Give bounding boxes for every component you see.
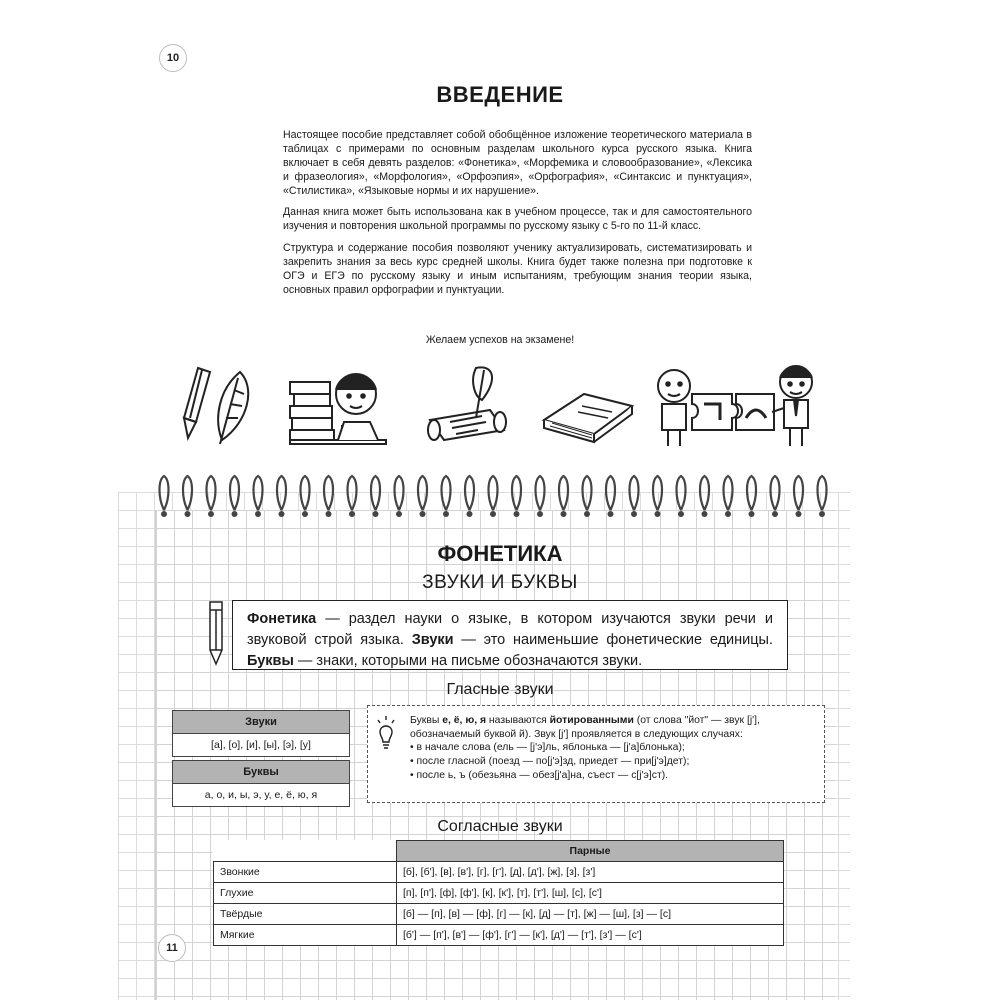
spiral-hole (631, 511, 637, 517)
vowel-sounds-header: Звуки (173, 711, 349, 734)
vowel-letters-box (172, 760, 350, 807)
definition-term-phonetics: Фонетика (247, 611, 317, 627)
spiral-hole (655, 511, 661, 517)
spiral-hole (349, 511, 355, 517)
spiral-ring (395, 476, 404, 510)
book-icon (538, 360, 638, 450)
row-label: Глухие (214, 882, 397, 903)
spiral-ring (606, 476, 615, 510)
row-label: Мягкие (214, 924, 397, 945)
spiral-binding (150, 468, 850, 528)
iotated-case: • в начале слова (ель — [j'э]ль, яблонька — [j'а]блонька); (410, 741, 816, 755)
spiral-hole (702, 511, 708, 517)
spiral-hole (279, 511, 285, 517)
spiral-hole (161, 511, 167, 517)
spiral-hole (561, 511, 567, 517)
spiral-ring (653, 476, 662, 510)
phonetics-subtitle: ЗВУКИ И БУКВЫ (422, 572, 578, 593)
book-stack-reader-icon (286, 360, 390, 450)
spiral-hole (302, 511, 308, 517)
spiral-ring (418, 476, 427, 510)
definition-text-1: — раздел науки о языке, в котором изучаются звуки речи и звуковой строй языка. (247, 611, 773, 649)
spiral-hole (514, 511, 520, 517)
spiral-hole (749, 511, 755, 517)
vowel-letters-header: Буквы (173, 761, 349, 784)
spiral-ring (160, 476, 169, 510)
spiral-ring (254, 476, 263, 510)
definition-text-3: — знаки, которыми на письме обозначаются звуки. (293, 653, 643, 670)
spiral-ring (559, 476, 568, 510)
definition-term-sounds: Звуки (411, 632, 454, 649)
wish-text: Желаем успехов на экзамене! (425, 334, 575, 346)
iotated-case: • после ь, ъ (обезьяна — обез[j'а]на, съест — с[j'э]ст). (410, 769, 816, 783)
iotated-letters: е, ё, ю, я (442, 715, 487, 726)
spiral-hole (796, 511, 802, 517)
spiral-ring (700, 476, 709, 510)
spiral-ring (489, 476, 498, 510)
scroll-quill-icon (420, 360, 516, 450)
spiral-ring (512, 476, 521, 510)
iotated-intro-a: Буквы (410, 715, 443, 726)
spiral-ring (818, 476, 827, 510)
spiral-ring (771, 476, 780, 510)
row-label: Твёрдые (214, 903, 397, 924)
spiral-ring (301, 476, 310, 510)
phonetics-title: ФОНЕТИКА (437, 541, 563, 566)
spiral-hole (537, 511, 543, 517)
spiral-ring (371, 476, 380, 510)
intro-paragraph-2: Данная книга может быть использована как в учебном процессе, так и для самостоятельного изучения и повторения школьной программы по русскому языку с 5-го по 11-й класс. (283, 206, 752, 233)
table-row (214, 882, 784, 903)
vowel-sounds-list: [а], [о], [и], [ы], [э], [у] (211, 739, 311, 751)
spiral-ring (442, 476, 451, 510)
page-number-bottom: 11 (158, 934, 186, 962)
table-header-spacer (214, 841, 397, 862)
spiral-ring (677, 476, 686, 510)
spiral-ring (747, 476, 756, 510)
row-value: [п], [п'], [ф], [ф'], [к], [к'], [т], [т'], [ш], [с], [с'] (397, 882, 784, 903)
definition-box (232, 600, 788, 670)
iotated-intro-b: называются (486, 715, 550, 726)
spiral-hole (420, 511, 426, 517)
iotated-intro (410, 714, 816, 741)
spiral-ring (583, 476, 592, 510)
spiral-ring (183, 476, 192, 510)
spiral-ring (630, 476, 639, 510)
spiral-ring (465, 476, 474, 510)
iotated-intro-c: (от слова "йот" — звук [j'], обозначаемый буквой й). Звук [j'] проявляется в следующих случаях: (410, 715, 760, 740)
spiral-hole (232, 511, 238, 517)
spiral-hole (725, 511, 731, 517)
intro-paragraph-1: Настоящее пособие представляет собой обобщённое изложение теоретического материала в таблицах с примерами по основным разделам школьного курса русского языка. Книга включает в себя девять разделов: «Фонетика», «Морфемика и словообразование», «Лексика и фразеология», «Морфология», «Орфоэпия», «Орфография», «Синтаксис и пунктуация», «Стилистика», «Языковые нормы и их нарушение». (283, 129, 752, 198)
row-label: Звонкие (214, 861, 397, 882)
spiral-hole (373, 511, 379, 517)
iotated-note (367, 705, 825, 803)
table-header-row (214, 841, 784, 862)
spiral-ring (207, 476, 216, 510)
spiral-hole (396, 511, 402, 517)
page-number-top: 10 (159, 44, 187, 72)
lightbulb-icon (376, 716, 396, 752)
vowel-letters-list: а, о, и, ы, э, у, е, ё, ю, я (204, 789, 318, 801)
definition-term-letters: Буквы (247, 653, 294, 670)
spiral-hole (819, 511, 825, 517)
spiral-hole (467, 511, 473, 517)
spiral-ring (724, 476, 733, 510)
spiral-ring (794, 476, 803, 510)
table-row (214, 924, 784, 945)
table-row (214, 903, 784, 924)
spiral-hole (255, 511, 261, 517)
spiral-ring (536, 476, 545, 510)
row-value: [б'] — [п'], [в'] — [ф'], [г'] — [к'], [д'] — [т'], [з'] — [с'] (397, 924, 784, 945)
spiral-hole (678, 511, 684, 517)
spiral-ring (348, 476, 357, 510)
definition-text-2: — это наименьшие фонетические единицы. (453, 632, 773, 649)
spiral-hole (608, 511, 614, 517)
spiral-hole (326, 511, 332, 517)
spiral-hole (185, 511, 191, 517)
spiral-ring (324, 476, 333, 510)
table-row (214, 861, 784, 882)
pen-quill-icon (178, 360, 258, 450)
spiral-hole (490, 511, 496, 517)
intro-paragraph-3: Структура и содержание пособия позволяют ученику актуализировать, систематизировать и закрепить знания за весь курс средней школы. Книга будет также полезна при подготовке к ОГЭ и ЕГЭ по русскому языку и иным испытаниям, требующим знания теории языка, основных правил орфографии и пунктуации. (283, 241, 752, 296)
table-header-paired: Парные (397, 841, 784, 862)
consonants-table (213, 840, 784, 946)
vowels-heading: Гласные звуки (446, 681, 554, 698)
spiral-hole (443, 511, 449, 517)
spiral-hole (208, 511, 214, 517)
intro-title: ВВЕДЕНИЕ (436, 82, 564, 107)
pencil-icon (205, 598, 227, 670)
puzzle-people-icon (652, 360, 820, 450)
iotated-case: • после гласной (поезд — по[j'э]зд, приедет — при[j'э]дет); (410, 755, 816, 769)
iotated-term: йотированными (549, 715, 634, 726)
row-value: [б] — [п], [в] — [ф], [г] — [к], [д] — [т], [ж] — [ш], [з] — [с] (397, 903, 784, 924)
row-value: [б], [б'], [в], [в'], [г], [г'], [д], [д'], [ж], [з], [з'] (397, 861, 784, 882)
vowel-sounds-box (172, 710, 350, 757)
intro-text (283, 128, 752, 304)
spiral-hole (772, 511, 778, 517)
spiral-ring (230, 476, 239, 510)
iotated-cases (410, 741, 816, 782)
consonants-heading: Согласные звуки (437, 818, 563, 835)
spiral-ring (277, 476, 286, 510)
spiral-hole (584, 511, 590, 517)
